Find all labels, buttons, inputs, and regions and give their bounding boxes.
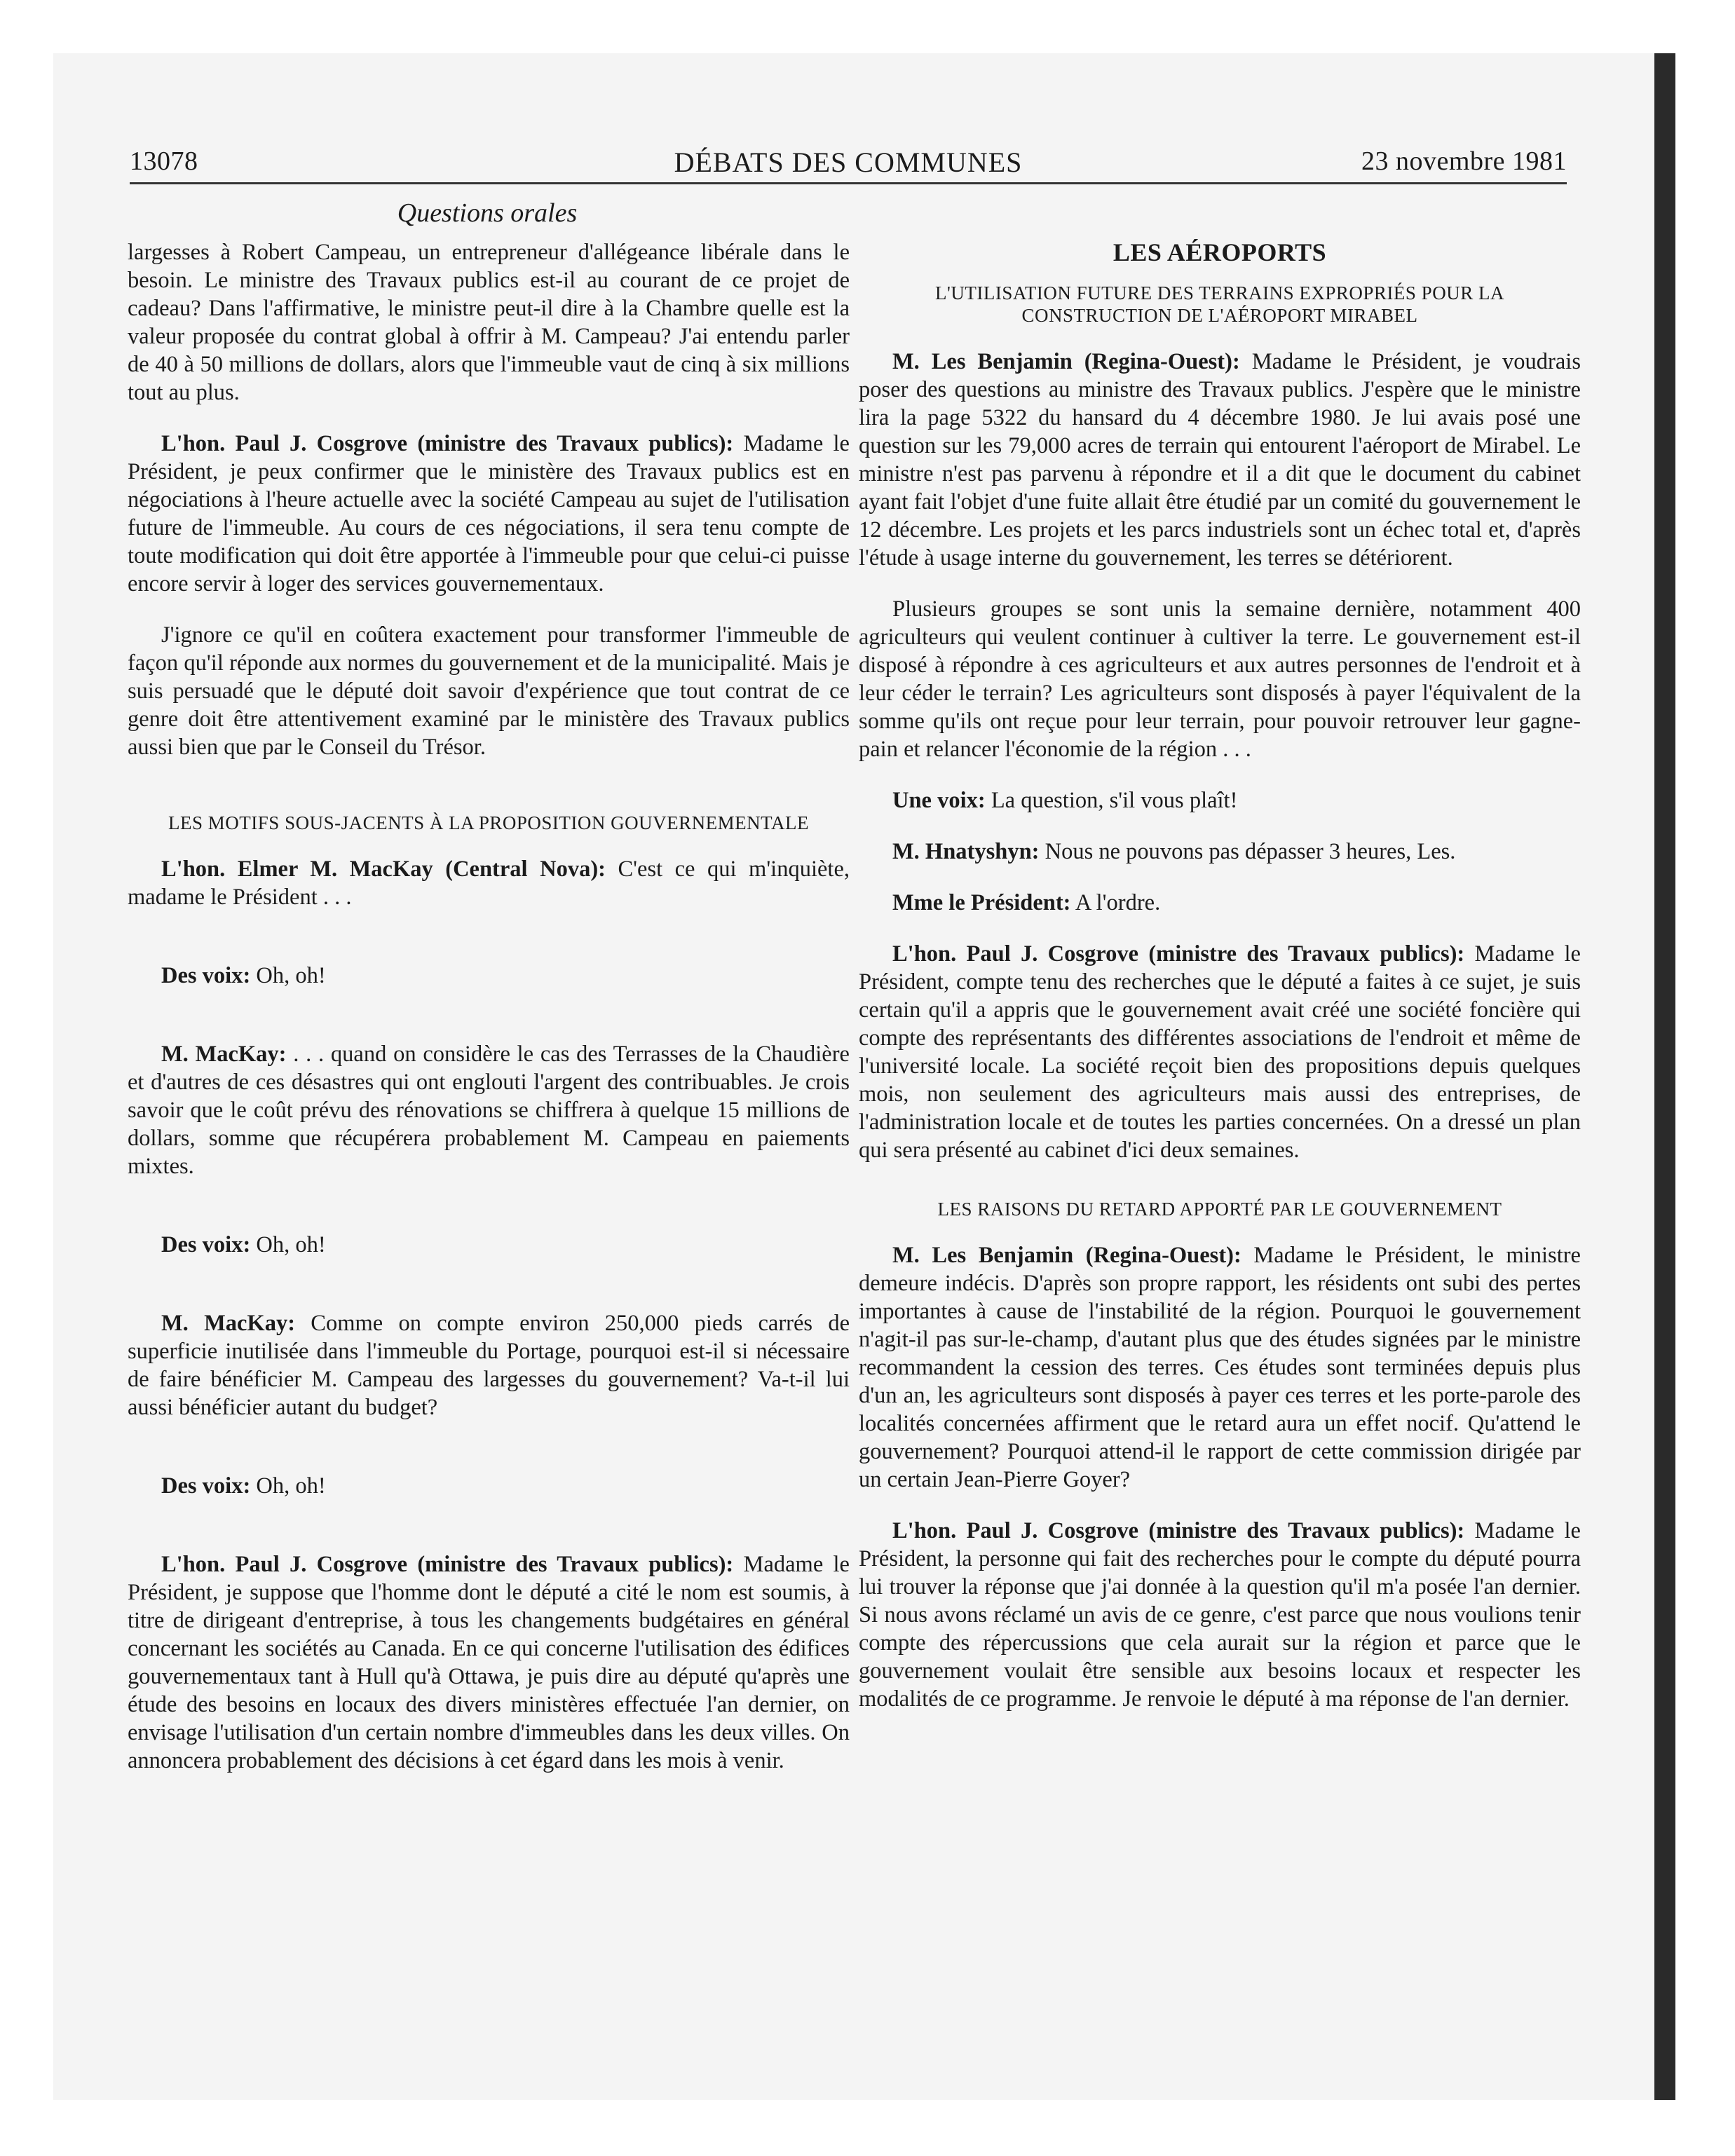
speaker-name: Une voix: bbox=[892, 788, 986, 813]
scan-edge-bar bbox=[1654, 53, 1675, 2100]
paragraph: L'hon. Paul J. Cosgrove (ministre des Travaux publics): Madame le Président, la personne qui fait des recherches pour le compte du député pourra lui trouver la réponse que j'ai donnée à la question qu'il m'a posée l'an dernier. Si nous avons réclamé un avis de ce genre, c'est parce que nous voulions tenir compte des répercussions que cela aurait sur la région et parce que le gouvernement voulait être sensible aux besoins locaux et respecter les modalités de ce programme. Je renvoie le député à ma réponse de l'an dernier. bbox=[859, 1518, 1581, 1712]
speaker-name: Des voix: bbox=[161, 1473, 251, 1499]
speaker-name: L'hon. Paul J. Cosgrove (ministre des Travaux publics): bbox=[892, 941, 1465, 967]
speaker-name: M. MacKay: bbox=[161, 1311, 296, 1336]
paragraph: L'hon. Paul J. Cosgrove (ministre des Travaux publics): Madame le Président, je peux confirmer que le ministère des Travaux publics est en négociations à l'heure actuelle avec la société Campeau au sujet de l'utilisation future de l'immeuble. Au cours de ces négociations, il sera tenu compte de toute modification qui doit être apportée à l'immeuble pour que celui-ci puisse encore servir à loger des services gouvernementaux. bbox=[128, 431, 850, 596]
speaker-name: L'hon. Paul J. Cosgrove (ministre des Travaux publics): bbox=[161, 431, 734, 456]
subheading: LES MOTIFS SOUS-JACENTS À LA PROPOSITION GOUVERNEMENTALE bbox=[168, 812, 809, 833]
paragraph: M. Les Benjamin (Regina-Ouest): Madame le Président, le ministre demeure indécis. D'après son propre rapport, les résidents ont subi des pertes importantes à cause de l'instabilité de la région. Pourquoi le gouvernement n'agit-il pas sur-le-champ, d'autant plus que des études signées par le ministre recommandent la cession des terres. Ces études sont terminées depuis plus d'un an, les agriculteurs sont disposés à payer ces terres et les porte-parole des localités concernées affirment que le retard aura un effet nocif. Qu'attend le gouvernement? Pourquoi attend-il le rapport de cette commission dirigée par un certain Jean-Pierre Goyer? bbox=[859, 1243, 1581, 1492]
paragraph: Des voix: Oh, oh! bbox=[161, 1473, 326, 1499]
paragraph: M. Hnatyshyn: Nous ne pouvons pas dépasser 3 heures, Les. bbox=[892, 839, 1456, 864]
paragraph: Une voix: La question, s'il vous plaît! bbox=[892, 788, 1238, 813]
paragraph: Mme le Président: A l'ordre. bbox=[892, 890, 1161, 915]
paragraph: M. Les Benjamin (Regina-Ouest): Madame le Président, je voudrais poser des questions au ministre des Travaux publics. J'espère que le ministre lira la page 5322 du hansard du 4 décembre 1980. Je lui avais posé une question sur les 79,000 acres de terrain qui entourent l'aéroport de Mirabel. Le ministre n'est pas parvenu à répondre et il a dit que le document du cabinet ayant fait l'objet d'une fuite allait être étudié par un comité du gouvernement le 12 décembre. Les projets et les parcs industriels sont un échec total et, d'après l'étude à usage interne du gouvernement, les terres se détériorent. bbox=[859, 349, 1581, 571]
paragraph: M. MacKay: Comme on compte environ 250,000 pieds carrés de superficie inutilisée dans l'immeuble du Portage, pourquoi est-il si nécessaire de faire bénéficier M. Campeau des largesses du gouvernement? Va-t-il lui aussi bénéficier autant du budget? bbox=[128, 1311, 850, 1420]
speaker-name: L'hon. Elmer M. MacKay (Central Nova): bbox=[161, 857, 606, 882]
section-label: Questions orales bbox=[397, 198, 578, 228]
paragraph: L'hon. Paul J. Cosgrove (ministre des Travaux publics): Madame le Président, je suppose que l'homme dont le député a cité le nom est soumis, à titre de dirigeant d'entreprise, à tous les changements budgétaires en général concernant les sociétés au Canada. En ce qui concerne l'utilisation des édifices gouvernementaux tant à Hull qu'à Ottawa, je puis dire au député qu'après une étude des besoins en locaux des divers ministères effectuée l'an dernier, on envisage l'utilisation d'un certain nombre d'immeubles dans les deux villes. On annoncera probablement des décisions à cet égard dans les mois à venir. bbox=[128, 1552, 850, 1773]
page-date: 23 novembre 1981 bbox=[1361, 146, 1567, 176]
speaker-name: M. Hnatyshyn: bbox=[892, 839, 1040, 864]
paragraph: J'ignore ce qu'il en coûtera exactement pour transformer l'immeuble de façon qu'il réponde aux normes du gouvernement et de la municipalité. Mais je suis persuadé que le député doit savoir d'expérience que tout contrat de ce genre doit être attentivement examiné par le ministère des Travaux publics aussi bien que par le Conseil du Trésor. bbox=[128, 622, 850, 760]
subheading: L'UTILISATION FUTURE DES TERRAINS EXPROPRIÉS POUR LA CONSTRUCTION DE L'AÉROPORT MIRABEL bbox=[935, 282, 1504, 326]
paragraph: Des voix: Oh, oh! bbox=[161, 1232, 326, 1257]
page-number: 13078 bbox=[130, 146, 198, 176]
left-column bbox=[128, 238, 850, 1798]
speaker-name: M. Les Benjamin (Regina-Ouest): bbox=[892, 1243, 1241, 1268]
paragraph: largesses à Robert Campeau, un entrepreneur d'allégeance libérale dans le besoin. Le ministre des Travaux publics est-il au courant de ce projet de cadeau? Dans l'affirmative, le ministre peut-il dire à la Chambre quelle est la valeur proposée du contrat global à offrir à M. Campeau? J'ai entendu parler de 40 à 50 millions de dollars, alors que l'immeuble vaut de cinq à six millions tout au plus. bbox=[128, 240, 850, 405]
header-rule bbox=[130, 182, 1567, 184]
speaker-name: Des voix: bbox=[161, 1232, 251, 1257]
page-header bbox=[130, 146, 1567, 181]
paragraph: M. MacKay: . . . quand on considère le cas des Terrasses de la Chaudière et d'autres de ces désastres qui ont englouti l'argent des contribuables. Je crois savoir que le coût prévu des rénovations se chiffrera à quelque 15 millions de dollars, somme que récupérera probablement M. Campeau en paiements mixtes. bbox=[128, 1042, 850, 1179]
right-column bbox=[859, 238, 1581, 1736]
speaker-name: L'hon. Paul J. Cosgrove (ministre des Travaux publics): bbox=[161, 1552, 734, 1577]
paragraph: Des voix: Oh, oh! bbox=[161, 963, 326, 988]
speaker-name: Mme le Président: bbox=[892, 890, 1071, 915]
subheading: LES RAISONS DU RETARD APPORTÉ PAR LE GOUVERNEMENT bbox=[937, 1199, 1502, 1220]
speaker-name: L'hon. Paul J. Cosgrove (ministre des Travaux publics): bbox=[892, 1518, 1465, 1543]
paragraph: L'hon. Paul J. Cosgrove (ministre des Travaux publics): Madame le Président, compte tenu des recherches que le député a faites à ce sujet, je suis certain qu'il a appris que le gouvernement avait créé une société foncière qui compte des représentants des différentes associations de l'endroit et même de l'université locale. La société reçoit bien des propositions depuis quelques mois, non seulement des agriculteurs mais aussi des entreprises, de l'administration locale et de toutes les parties concernées. On a dressé un plan qui sera présenté au cabinet d'ici deux semaines. bbox=[859, 941, 1581, 1163]
publication-title: DÉBATS DES COMMUNES bbox=[674, 146, 1023, 178]
paragraph: Plusieurs groupes se sont unis la semaine dernière, notamment 400 agriculteurs qui veulent continuer à cultiver la terre. Le gouvernement est-il disposé à répondre à ces agriculteurs et aux autres personnes de l'endroit et à leur céder le terrain? Les agriculteurs sont disposés à payer l'équivalent de la somme qu'ils ont reçue pour leur terrain, pour pouvoir retrouver leur gagne-pain et relancer l'économie de la région . . . bbox=[859, 596, 1581, 762]
paragraph: L'hon. Elmer M. MacKay (Central Nova): C'est ce qui m'inquiète, madame le Président . . . bbox=[128, 857, 850, 910]
speaker-name: Des voix: bbox=[161, 963, 251, 988]
speaker-name: M. MacKay: bbox=[161, 1042, 287, 1067]
speaker-name: M. Les Benjamin (Regina-Ouest): bbox=[892, 349, 1240, 374]
major-heading: LES AÉROPORTS bbox=[1113, 238, 1327, 266]
